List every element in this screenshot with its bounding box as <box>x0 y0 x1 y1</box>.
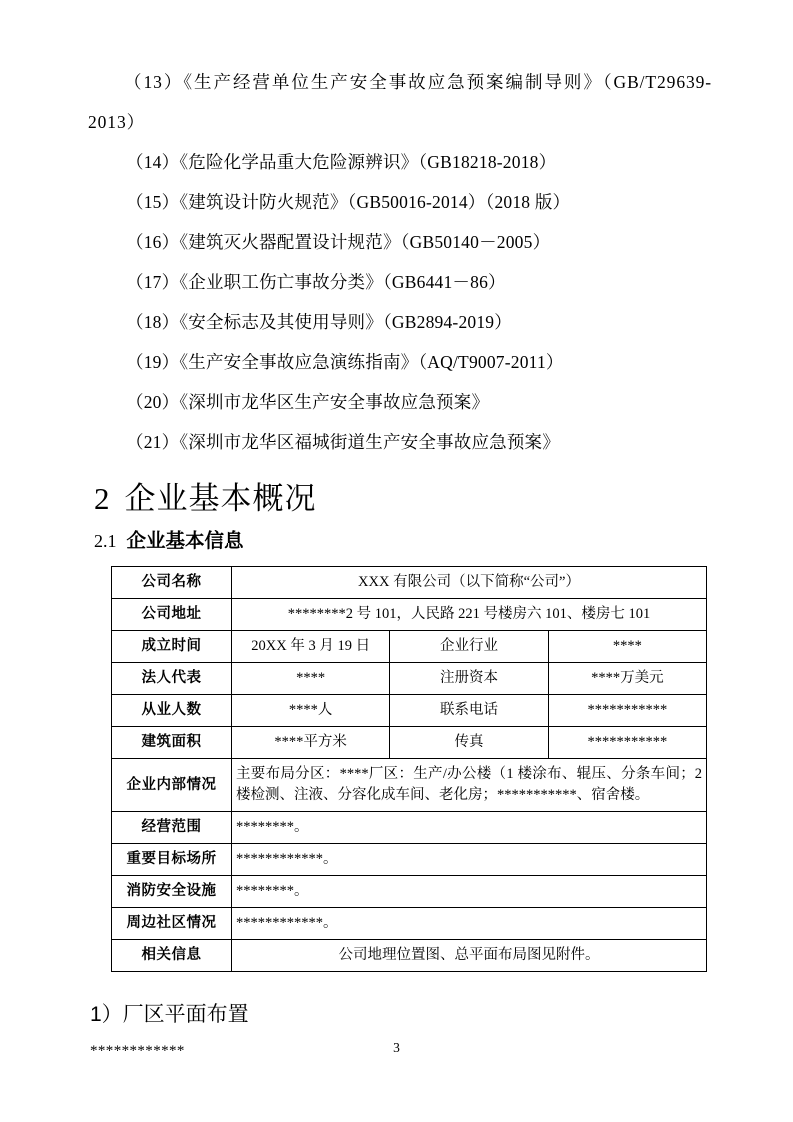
regulation-text: 《建筑设计防火规范》（GB50016-2014）（2018 版） <box>179 192 571 212</box>
table-row <box>112 908 707 940</box>
row-label-secondary: 联系电话 <box>390 695 548 727</box>
section-number: 2 <box>94 481 111 516</box>
list-item <box>88 422 712 462</box>
list-item <box>88 302 712 342</box>
list-item <box>88 262 712 302</box>
table-row <box>112 663 707 695</box>
table-row <box>112 940 707 972</box>
row-label: 企业内部情况 <box>112 759 232 812</box>
row-value-secondary: **** <box>548 631 706 663</box>
subsection-heading-layout: 1）厂区平面布置 <box>90 1003 249 1026</box>
regulation-text: 《生产经营单位生产安全事故应急预案编制导则》（GB/T29639-2013） <box>88 72 712 132</box>
row-value: ************。 <box>232 844 707 876</box>
row-label: 相关信息 <box>112 940 232 972</box>
regulation-text: 《深圳市龙华区福城街道生产安全事故应急预案》 <box>179 432 560 452</box>
row-label: 成立时间 <box>112 631 232 663</box>
row-value: ********。 <box>232 812 707 844</box>
row-label: 公司地址 <box>112 599 232 631</box>
regulation-text: 《危险化学品重大危险源辨识》（GB18218-2018） <box>179 152 557 172</box>
table-row <box>112 727 707 759</box>
list-item <box>88 142 712 182</box>
table-row <box>112 812 707 844</box>
table-row <box>112 567 707 599</box>
regulation-text: 《生产安全事故应急演练指南》（AQ/T9007-2011） <box>179 352 564 372</box>
regulation-number: （19） <box>126 352 180 372</box>
table-row <box>112 759 707 812</box>
regulation-number: （16） <box>126 232 180 252</box>
table-row <box>112 599 707 631</box>
regulation-number: （18） <box>126 312 180 332</box>
regulation-text: 《深圳市龙华区生产安全事故应急预案》 <box>179 392 490 412</box>
regulation-number: （17） <box>126 272 180 292</box>
row-label: 经营范围 <box>112 812 232 844</box>
row-label: 消防安全设施 <box>112 876 232 908</box>
list-item <box>88 222 712 262</box>
regulation-number: （21） <box>126 432 180 452</box>
row-value: ****平方米 <box>232 727 390 759</box>
page-content <box>88 62 712 1064</box>
table-row <box>112 631 707 663</box>
subsection-number: 2.1 <box>94 531 117 551</box>
regulation-text: 《建筑灭火器配置设计规范》（GB50140－2005） <box>179 232 551 252</box>
table-row <box>112 844 707 876</box>
row-value-secondary: ****万美元 <box>548 663 706 695</box>
list-item <box>88 62 712 142</box>
row-value: 公司地理位置图、总平面布局图见附件。 <box>232 940 707 972</box>
row-label: 公司名称 <box>112 567 232 599</box>
regulation-number: （13） <box>124 72 184 92</box>
page-number: 3 <box>393 1040 400 1055</box>
regulation-text: 《企业职工伤亡事故分类》（GB6441－86） <box>179 272 506 292</box>
section-title: 企业基本概况 <box>124 481 317 516</box>
subsection-heading <box>94 526 712 556</box>
regulation-number: （20） <box>126 392 180 412</box>
table-row <box>112 695 707 727</box>
subsection-title: 企业基本信息 <box>126 530 244 552</box>
row-value: 主要布局分区：****厂区：生产/办公楼（1 楼涂布、辊压、分条车间；2 楼检测、注液、分容化成车间、老化房；***********、宿舍楼。 <box>232 759 707 812</box>
layout-body-text: ************ <box>90 1043 185 1059</box>
row-label-secondary: 注册资本 <box>390 663 548 695</box>
row-label: 重要目标场所 <box>112 844 232 876</box>
row-label: 周边社区情况 <box>112 908 232 940</box>
row-value: ************。 <box>232 908 707 940</box>
row-label-secondary: 传真 <box>390 727 548 759</box>
regulation-number: （15） <box>126 192 180 212</box>
row-label-secondary: 企业行业 <box>390 631 548 663</box>
section-heading <box>94 476 712 522</box>
table-row <box>112 876 707 908</box>
company-info-table <box>111 566 707 972</box>
row-label: 从业人数 <box>112 695 232 727</box>
row-label: 法人代表 <box>112 663 232 695</box>
regulation-list <box>88 62 712 462</box>
row-value: ********。 <box>232 876 707 908</box>
row-value-secondary: *********** <box>548 727 706 759</box>
regulation-number: （14） <box>126 152 180 172</box>
row-value: ********2 号 101，人民路 221 号楼房六 101、楼房七 101 <box>232 599 707 631</box>
list-item <box>88 342 712 382</box>
row-value: XXX 有限公司（以下简称“公司”） <box>232 567 707 599</box>
list-item <box>88 382 712 422</box>
row-value: **** <box>232 663 390 695</box>
row-label: 建筑面积 <box>112 727 232 759</box>
row-value-secondary: *********** <box>548 695 706 727</box>
row-value: ****人 <box>232 695 390 727</box>
list-item <box>88 182 712 222</box>
regulation-text: 《安全标志及其使用导则》（GB2894-2019） <box>179 312 512 332</box>
row-value: 20XX 年 3 月 19 日 <box>232 631 390 663</box>
